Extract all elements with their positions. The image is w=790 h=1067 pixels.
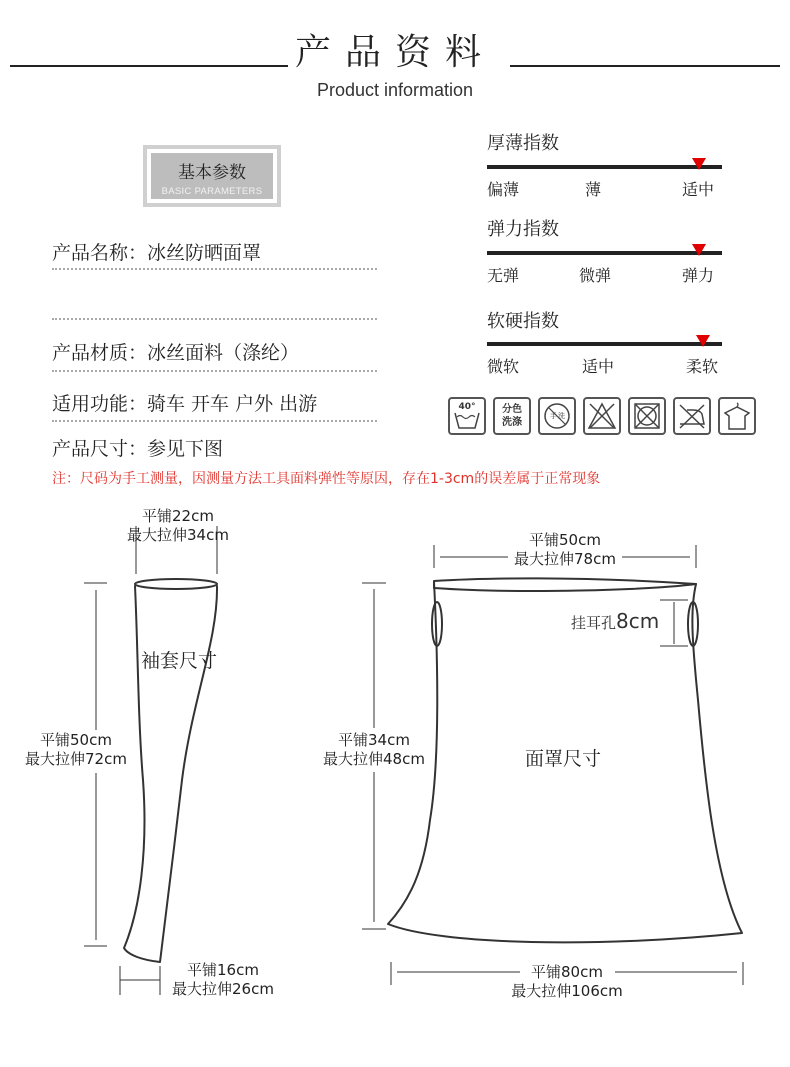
page-title: 产品资料 — [294, 32, 495, 73]
thickness-label: 适中 — [682, 180, 715, 199]
softness-label: 微软 — [487, 357, 520, 376]
wash-40-icon: 40° — [448, 397, 486, 435]
thickness-label: 偏薄 — [487, 180, 520, 199]
sleeve-top-opening — [135, 579, 217, 589]
thickness-label: 薄 — [585, 180, 602, 199]
separate-wash-icon: 分色 洗涤 — [493, 397, 531, 435]
sleeve-length-dimension: 平铺50cm 最大拉伸72cm — [25, 731, 127, 768]
product-name: 产品名称：冰丝防晒面罩 — [52, 242, 262, 264]
basic-params-subtitle: BASIC PARAMETERS — [161, 186, 263, 197]
elasticity-label: 微弹 — [579, 266, 612, 285]
elasticity-label: 弹力 — [682, 266, 715, 285]
product-size: 产品尺寸：参见下图 — [52, 438, 224, 460]
sleeve-label: 袖套尺寸 — [141, 650, 218, 672]
elasticity-label: 无弹 — [487, 266, 520, 285]
product-material: 产品材质：冰丝面料（涤纶） — [52, 342, 300, 364]
mask-height-dimension: 平铺34cm 最大拉伸48cm — [323, 731, 425, 768]
sleeve-outline — [124, 586, 217, 962]
product-function: 适用功能：骑车 开车 户外 出游 — [52, 393, 318, 415]
softness-label: 适中 — [582, 357, 615, 376]
sleeve-bottom-dimension: 平铺16cm 最大拉伸26cm — [172, 961, 274, 998]
sleeve-top-dimension: 平铺22cm 最大拉伸34cm — [127, 507, 229, 544]
basic-params-title: 基本参数 — [178, 163, 246, 183]
measurement-note: 注：尺码为手工测量，因测量方法工具面料弹性等原因，存在1-3cm的误差属于正常现象 — [52, 471, 601, 487]
softness-index-title: 软硬指数 — [487, 311, 559, 332]
svg-text:手: 手 — [550, 412, 557, 420]
elasticity-index-title: 弹力指数 — [487, 219, 559, 240]
svg-text:洗: 洗 — [558, 412, 565, 420]
mask-top-dimension: 平铺50cm 最大拉伸78cm — [514, 531, 616, 568]
thickness-index-title: 厚薄指数 — [487, 133, 559, 154]
mask-bottom-dimension: 平铺80cm 最大拉伸106cm — [511, 963, 623, 1000]
mask-top-opening — [434, 578, 696, 591]
ear-hole-dimension: 挂耳孔8cm — [571, 609, 660, 633]
softness-label: 柔软 — [686, 357, 719, 376]
mask-label: 面罩尺寸 — [525, 748, 602, 770]
page-subtitle: Product information — [316, 80, 474, 100]
